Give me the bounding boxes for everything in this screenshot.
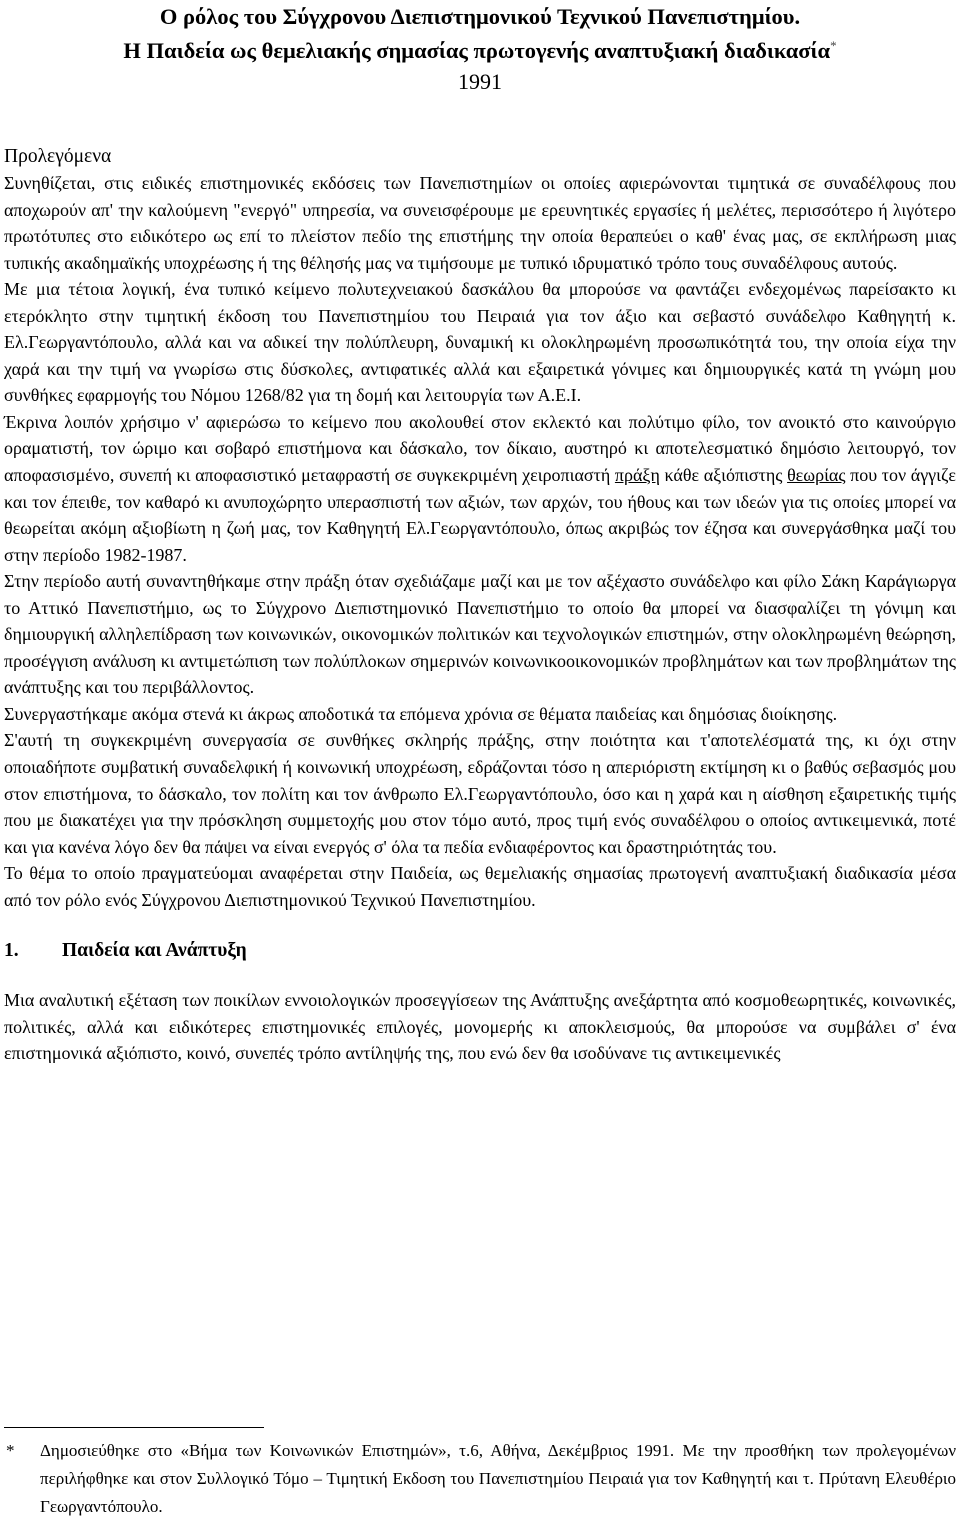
title-footnote-marker: * bbox=[830, 38, 837, 53]
paragraph bbox=[4, 409, 956, 568]
section-number: 1. bbox=[4, 940, 19, 962]
section-heading bbox=[4, 937, 956, 965]
title-block bbox=[4, 0, 956, 97]
document-title bbox=[4, 0, 956, 65]
title-line-2: Η Παιδεία ως θεμελιακής σημασίας πρωτογενής αναπτυξιακή διαδικασία bbox=[123, 38, 831, 63]
paragraph: Σ'αυτή τη συγκεκριμένη συνεργασία σε συνθήκες σκληρής πράξης, στην ποιότητα και τ'αποτελέσματά της, κι όχι στην οποιαδήποτε συμβατική συναδελφική ή κοινωνική υποχρέωση, εδράζονται τόσο η απεριόριστη εκτίμηση κι ο βαθύς σεβασμός μου στον επιστήμονα, το δάσκαλο, τον πολίτη και τον άνθρωπο Ελ.Γεωργαντόπουλο, όσο και η χαρά και η αίσθηση εξαιρετικής τιμής που με διακατέχει για την πρόσκληση συμμετοχής μου στον τόμο αυτό, προς τιμή ενός συναδέλφου ο οποίος αντικειμενικά, ποτέ και για κανένα λόγο δεν θα πάψει να είναι ενεργός σ' όλα τα πεδία ενδιαφέροντος και δραστηριότητάς του. bbox=[4, 730, 956, 857]
paragraph-text: Έκρινα λοιπόν χρήσιμο ν' αφιερώσω το κείμενο που ακολουθεί στον εκλεκτό και πολύτιμο φίλο, τον ανοικτό στο καινούργιο οραματιστή, τον ώριμο και σοβαρό επιστήμονα και δάσκαλο, τον δίκαιο, αυστηρό κι αποτελεσματικό δημόσιο λειτουργό, τον αποφασισμένο, συνεπή κι αποφασιστικό μεταφραστή σε συγκεκριμένη χειροπιαστή bbox=[4, 411, 956, 486]
underlined-word-theorias: θεωρίας bbox=[787, 465, 846, 486]
paragraph: Μια αναλυτική εξέταση των ποικίλων εννοιολογικών προσεγγίσεων της Ανάπτυξης ανεξάρτητα από κοσμοθεωρητικές, κοινωνικές, πολιτικές, αλλά και ειδικότερες επιστημονικές επιλογές, μονομερής κι αποκλεισμούς, θα μπορούσε να συμβάλει σ' ένα επιστημονικά αξιόπιστο, κοινό, συνεπές τρόπο αντίληψής της, που ενώ δεν θα ισοδύνανε τις αντικειμενικές bbox=[4, 990, 956, 1064]
prolog-heading: Προλεγόμενα bbox=[4, 146, 112, 167]
paragraph: Στην περίοδο αυτή συναντηθήκαμε στην πράξη όταν σχεδιάζαμε μαζί και με τον αξέχαστο συνάδελφο και φίλο Σάκη Καράγιωργα το Αττικό Πανεπιστήμιο, ως το Σύγχρονο Διεπιστημονικό Πανεπιστήμιο το οποίο θα μπορεί να διασφαλίζει τη γόνιμη και δημιουργική αλληλεπίδραση των κοινωνικών, οικονομικών πολιτικών και τεχνολογικών επιστημών, στην ολοκληρωμένη θεώρηση, προσέγγιση ανάλυση κι αντιμετώπιση των πολύπλοκων σημερινών κοινωνικοοικονομικών προβλημάτων και των προβλημάτων της ανάπτυξης και του περιβάλλοντος. bbox=[4, 571, 956, 698]
underlined-word-praxi: πράξη bbox=[614, 465, 660, 486]
paragraph: Με μια τέτοια λογική, ένα τυπικό κείμενο πολυτεχνειακού δασκάλου θα μπορούσε να φαντάζει ενδεχομένως παρείσακτο κι ετερόκλητο στην τιμητική έκδοση του Πανεπιστημίου του Πειραιά για τον άξιο και σεβαστό συνάδελφο Καθηγητή κ. Ελ.Γεωργαντόπουλο, αλλά και να αδικεί την πολύπλευρη, δυναμική κι ολοκληρωμένη προσωπικότητά του, την οποία είχα την χαρά και την τιμή να γνωρίσω στις δύσκολες, αντιφατικές αλλά και εξαιρετικά γόνιμες και δημιουργικές κατά τη γνώμη μου συνθήκες εφαρμογής του Νόμου 1268/82 για τη δομή και λειτουργία των Α.Ε.Ι. bbox=[4, 279, 956, 406]
footnote bbox=[4, 1437, 956, 1521]
document-year: 1991 bbox=[458, 69, 502, 94]
section-title: Παιδεία και Ανάπτυξη bbox=[62, 940, 247, 962]
footnote-text: Δημοσιεύθηκε στο «Βήμα των Κοινωνικών Επιστημών», τ.6, Αθήνα, Δεκέμβριος 1991. Με την προσθήκη των προλεγομένων περιλήφθηκε και στον Συλλογικό Τόμο – Τιμητική Εκδοση του Πανεπιστημίου Πειραιά για τον Καθηγητή και τ. Πρύτανη Ελευθέριο Γεωργαντόπουλο. bbox=[40, 1441, 956, 1516]
title-line-1: Ο ρόλος του Σύγχρονου Διεπιστημονικού Τεχνικού Πανεπιστημίου. bbox=[159, 4, 801, 29]
paragraph: Συνηθίζεται, στις ειδικές επιστημονικές εκδόσεις των Πανεπιστημίων οι οποίες αφιερώνονται τιμητικά σε συναδέλφους που αποχωρούν απ' την καλούμενη "ενεργό" υπηρεσία, να συνεισφέρουμε με ερευνητικές εργασίες ή μελέτες, περισσότερο ή λιγότερο πρωτότυπες στο ειδικότερο ως επί το πλείστον πεδίο της επιστήμης την οποία θεραπεύει ο καθ' ένας μας, σε εκπλήρωση μιας τυπικής ακαδημαϊκής υποχρέωσης ή της θέλησής μας να τιμήσουμε με τυπικό ιδρυματικό τρόπο τους συναδέλφους αυτούς. bbox=[4, 173, 956, 273]
paragraph-text: που τον άγγιζε και τον έπειθε, τον καθαρό κι ανυποχώρητο υπερασπιστή των αξιών, των αρχών, του ήθους και των ιδεών για τις οποίες μπορεί να θεωρείται ακόμη αξιοβίωτη η ζωή μας, τον Καθηγητή Ελ.Γεωργαντόπουλο, όπως ακριβώς τον έζησα και συνεργάσθηκα μαζί του στην περίοδο 1982-1987. bbox=[4, 465, 956, 565]
footnote-separator bbox=[4, 1427, 264, 1428]
paragraph: Συνεργαστήκαμε ακόμα στενά κι άκρως αποδοτικά τα επόμενα χρόνια σε θέματα παιδείας και δημόσιας διοίκησης. bbox=[4, 703, 838, 724]
paragraph-text: κάθε αξιόπιστης bbox=[659, 465, 788, 486]
paragraph: Το θέμα το οποίο πραγματεύομαι αναφέρεται στην Παιδεία, ως θεμελιακής σημασίας πρωτογενή αναπτυξιακή διαδικασία μέσα από τον ρόλο ενός Σύγχρονου Διεπιστημονικού Τεχνικού Πανεπιστημίου. bbox=[4, 863, 956, 910]
footnote-marker: * bbox=[6, 1441, 15, 1460]
